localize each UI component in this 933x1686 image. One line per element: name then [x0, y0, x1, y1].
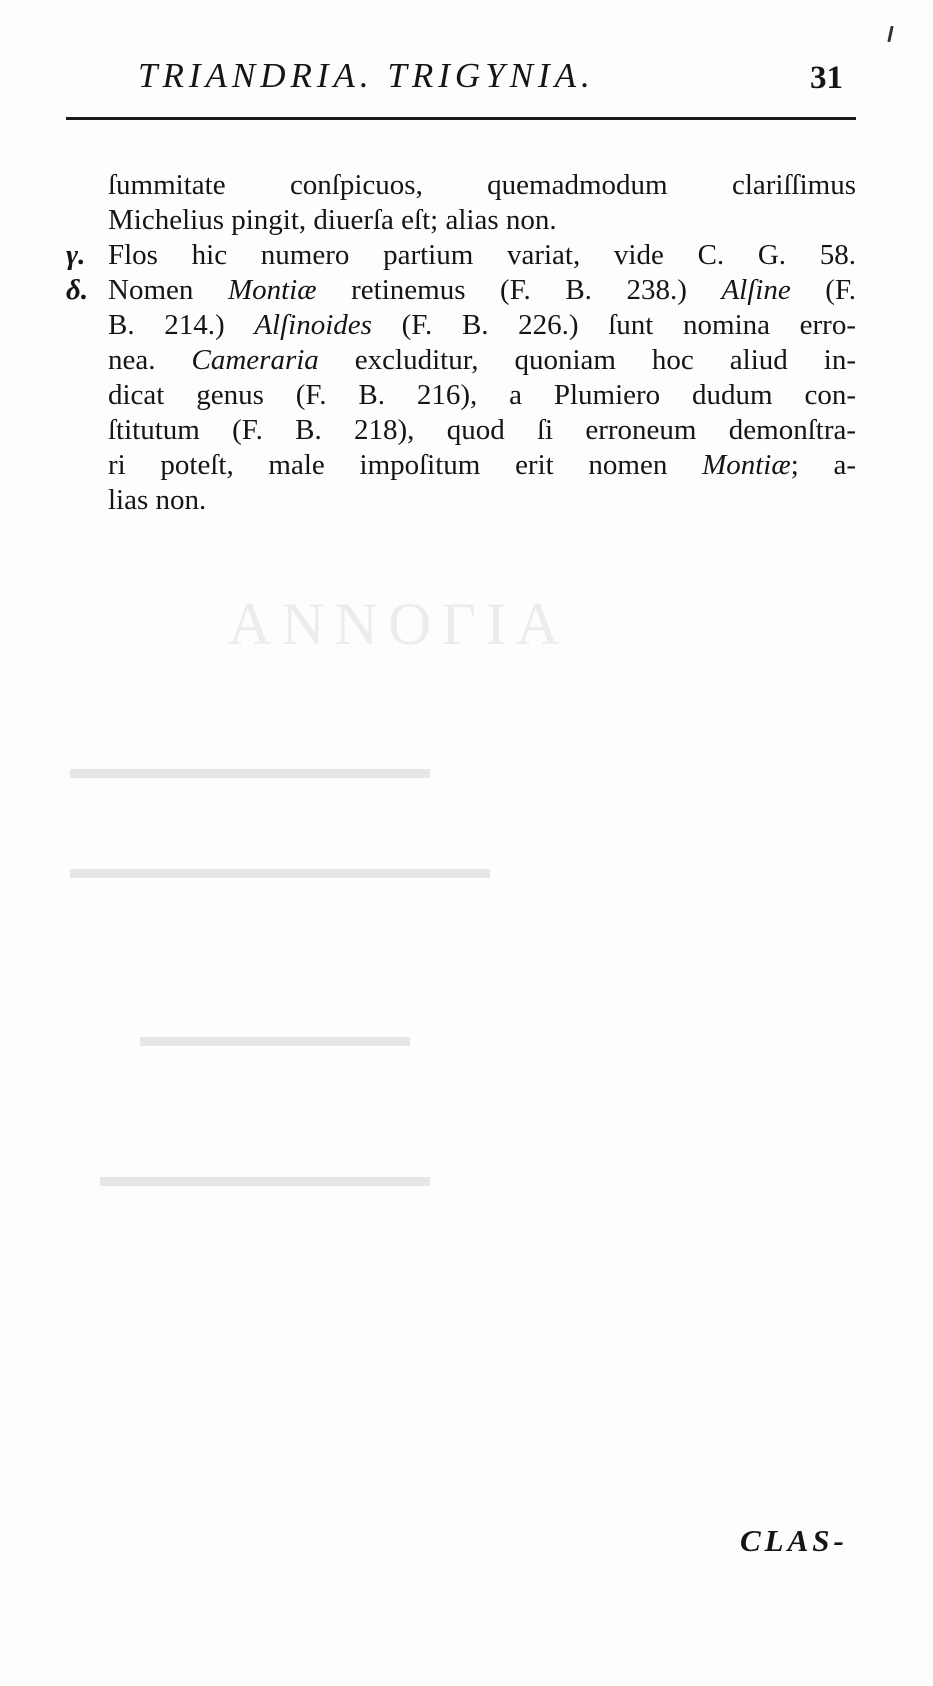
text-segment: ; a-: [790, 449, 857, 481]
text-line: [108, 378, 856, 413]
text-segment: nea.: [108, 344, 192, 376]
body-text: [66, 168, 857, 518]
italic-term: Montiæ: [702, 449, 791, 481]
header-rule: [66, 117, 856, 120]
catchword: CLAS-: [740, 1523, 848, 1558]
show-through-line: ▬▬▬▬▬▬▬▬▬: [140, 1020, 410, 1053]
text-line: [108, 448, 856, 483]
show-through-heading: ΑΝΝΟΓΙΑ: [228, 591, 570, 657]
italic-term: Montiæ: [227, 274, 317, 306]
running-title: TRIANDRIA. TRIGYNIA.: [138, 56, 595, 95]
italic-term: Alſine: [721, 274, 791, 306]
running-head: [138, 56, 858, 100]
text-segment: Nomen: [108, 274, 228, 306]
text-segment: retinemus (F. B. 238.): [316, 274, 722, 306]
paragraph-marker: δ.: [66, 274, 89, 306]
text-segment: ſummitate conſpicuos, quemadmodum clariſſimus: [108, 169, 856, 201]
text-segment: ſtitutum (F. B. 218), quod ſi erroneum demonſtra-: [108, 414, 856, 446]
text-line: [108, 413, 856, 448]
text-segment: dicat genus (F. B. 216), a Plumiero dudum con-: [108, 379, 856, 411]
text-segment: Michelius pingit, diuerſa eſt; alias non.: [108, 204, 557, 236]
text-segment: (F. B. 226.) ſunt nomina erro-: [371, 309, 856, 341]
text-segment: lias non.: [108, 484, 207, 516]
text-line: [108, 343, 856, 378]
text-line: [108, 308, 856, 343]
show-through-line: ▬▬▬▬▬▬▬▬▬▬▬▬: [70, 752, 430, 785]
italic-term: Cameraria: [191, 344, 319, 376]
show-through-line: ▬▬▬▬▬▬▬▬▬▬▬: [100, 1160, 430, 1193]
text-segment: B. 214.): [108, 309, 255, 341]
text-segment: excluditur, quoniam hoc aliud in-: [318, 344, 857, 376]
text-line: [108, 203, 856, 238]
show-through-line: ▬▬▬▬▬▬▬▬▬▬▬▬▬▬: [70, 852, 490, 885]
text-segment: Flos hic numero partium variat, vide C. G. 58.: [108, 239, 856, 271]
text-segment: (F.: [790, 274, 856, 306]
italic-term: Alſinoides: [254, 309, 372, 341]
text-segment: ri poteſt, male impoſitum erit nomen: [108, 449, 703, 481]
text-line: [66, 273, 856, 308]
text-line: [108, 483, 856, 518]
text-line: [66, 238, 856, 273]
text-line: [108, 168, 856, 203]
paragraph-marker: γ.: [66, 239, 86, 271]
page-number: 31: [810, 60, 843, 96]
ink-mark: [887, 26, 893, 42]
